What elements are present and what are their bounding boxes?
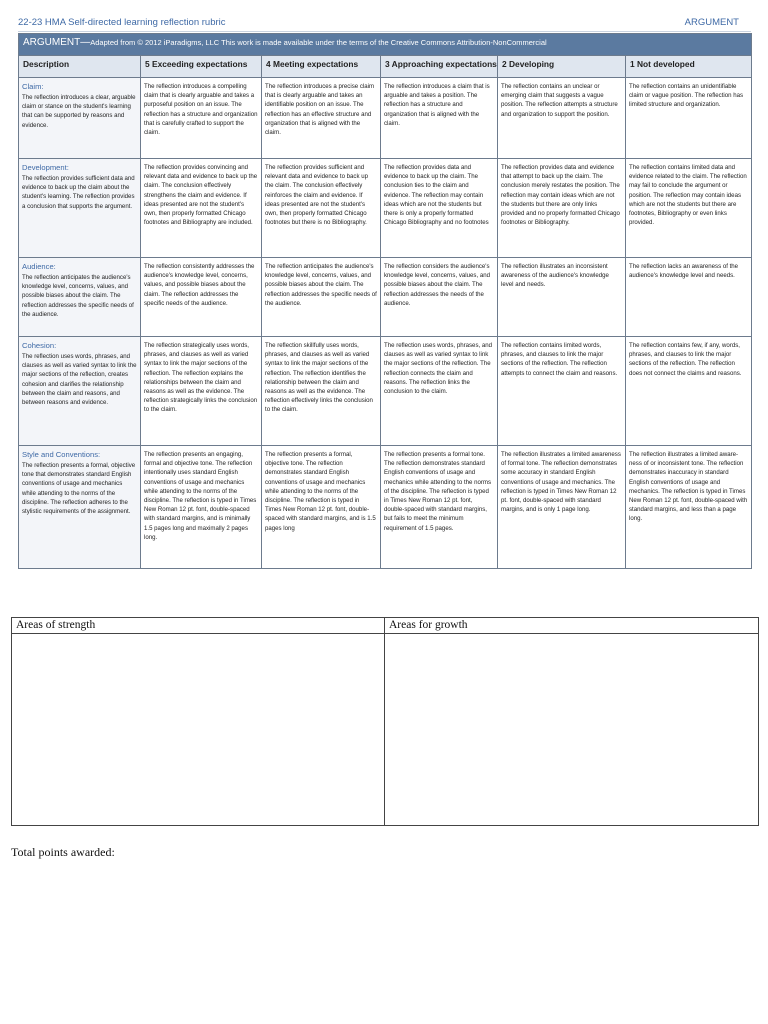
criterion-name: Style and Conventions:: [22, 450, 101, 459]
column-header: 3 Approaching expectations: [381, 56, 498, 78]
rubric-cell: The reflection contains limited words, phrases, and clauses to link the major sections of the reflection. The reflection attempts to connect the claim and reasons.: [498, 337, 626, 446]
rubric-cell: The reflection contains few, if any, words, phrases, and clauses to link the major sections of the reflection. The reflection does not connect the claims and reasons.: [626, 337, 752, 446]
rubric-cell: The reflection introduces a claim that is arguable and takes a position. The reflection has a structure and organization that is aligned with the claim.: [381, 78, 498, 159]
rubric-cell: The reflection provides sufficient and relevant data and evidence to back up the claim. The conclusion effectively reinforces the claim and evidence. If ideas presented are not the student's own, then properly formatted Chicago footnotes but there is no Bibliography.: [262, 159, 381, 258]
criterion-cell: [19, 446, 141, 569]
rubric-cell: The reflection consistently addresses the audience's knowledge level, concerns, values, and possible biases about the claim. The reflection addresses the specific needs of the audience.: [141, 258, 262, 337]
column-header-row: [19, 56, 752, 78]
rubric-cell: The reflection contains limited data and evidence related to the claim. The reflection may fail to conclude the argument or position. The reflection may contain ideas which are not the students but there are footnotes, Bibliography or even links provided.: [626, 159, 752, 258]
column-header: 2 Developing: [498, 56, 626, 78]
rubric-cell: The reflection contains an unclear or emerging claim that suggests a vague position. The reflection attempts a structure and organization to support the position.: [498, 78, 626, 159]
rubric-cell: The reflection illustrates a limited awareness of formal tone. The reflection demonstrates some accuracy in standard English conventions of usage and mechanics. The reflection is typed in Times New Roman 12 pt. font, double-spaced with standard margins, and is only 1 page long.: [498, 446, 626, 569]
criterion-name: Audience:: [22, 262, 56, 271]
rubric-table: [18, 33, 752, 569]
rubric-cell: The reflection illustrates an inconsistent awareness of the audience's knowledge level and needs.: [498, 258, 626, 337]
criterion-name: Claim:: [22, 82, 44, 91]
criterion-name: Development:: [22, 163, 69, 172]
criterion-name: Cohesion:: [22, 341, 57, 350]
rubric-cell: The reflection provides data and evidence to back up the claim. The conclusion ties to the claim and evidence. The reflection may contain ideas which are not the students but there is only a properly formatted Chicago Bibliography and no footnotes: [381, 159, 498, 258]
criterion-cell: [19, 337, 141, 446]
rubric-cell: The reflection lacks an awareness of the audience's knowledge level and needs.: [626, 258, 752, 337]
page-header: [18, 17, 751, 31]
rubric-cell: The reflection illustrates a limited aware- ness of or inconsistent tone. The reflection demonstrates inaccuracy in standard English conventions of usage and mechanics. The reflection is typed in Times New Roman 12 pt. font, double-spaced with standard margins, and less than a page long.: [626, 446, 752, 569]
criterion-description: The reflection anticipates the audience's knowledge level, concerns, values, and possible biases about the claim. The reflection addresses the specific needs of the audience.: [22, 274, 134, 318]
document-title: 22-23 HMA Self-directed learning reflection rubric: [18, 17, 226, 28]
rubric-cell: The reflection provides convincing and relevant data and evidence to back up the claim. The conclusion effectively strengthens the claim and evidence. If ideas presented are not the student's own, then properly formatted Chicago footnotes and Bibliography are included.: [141, 159, 262, 258]
rubric-cell: The reflection presents a formal, objective tone. The reflection demonstrates standard English conventions of usage and mechanics while attending to the norms of the discipline. The reflection is typed in Times New Roman 12 pt. font, double-spaced with standard margins, and is 1.5 pages long: [262, 446, 381, 569]
rubric-cell: The reflection uses words, phrases, and clauses as well as varied syntax to link the major sections of the reflection. The reflection connects the claim and reasons. The reflection links the conclusion to the claim.: [381, 337, 498, 446]
criterion-description: The reflection presents a formal, objective tone that demonstrates standard English conventions of usage and mechanics while attending to the norms of the discipline. The reflection adheres to the stylistic requirements of the assignment.: [22, 462, 136, 516]
rubric-cell: The reflection anticipates the audience's knowledge level, concerns, values, and possible biases about the claim. The reflection addresses the specific needs of the audience.: [262, 258, 381, 337]
rubric-cell: The reflection presents an engaging, formal and objective tone. The reflection intentionally uses standard English conventions of usage and mechanics while attending to the norms of the discipline. The reflection is typed in Times New Roman 12 pt. font, double-spaced with standard margins, and is minimally 1.5 pages long and maximally 2 pages long.: [141, 446, 262, 569]
banner-title: ARGUMENT—: [23, 37, 91, 48]
banner-row: [19, 34, 752, 56]
feedback-areas-table: [11, 617, 759, 826]
rubric-cell: The reflection provides data and evidence that attempt to back up the claim. The conclusion merely restates the position. The reflection may contain ideas which are not the students but there are only links provided and no properly formatted Chicago footnotes or Bibliography.: [498, 159, 626, 258]
criterion-cell: [19, 258, 141, 337]
table-row: [19, 159, 752, 258]
criterion-cell: [19, 159, 141, 258]
growth-area[interactable]: [384, 618, 758, 825]
banner-cell: [19, 34, 752, 56]
strength-label: Areas of strength: [12, 618, 384, 634]
rubric-cell: The reflection considers the audience's knowledge level, concerns, values, and possible biases about the claim. The reflection addresses the needs of the audience.: [381, 258, 498, 337]
criterion-description: The reflection uses words, phrases, and clauses as well as varied syntax to link the major sections of the reflection, creates cohesion and clarifies the relationship between the claim and reasons, and between reasons and evidence.: [22, 353, 137, 407]
strength-area[interactable]: [12, 618, 384, 825]
table-row: [19, 446, 752, 569]
rubric-cell: The reflection introduces a precise claim that is clearly arguable and takes an identifiable position on an issue. The reflection has an effective structure and organization that is aligned with the claim.: [262, 78, 381, 159]
table-row: [19, 258, 752, 337]
rubric-cell: The reflection contains an unidentifiable claim or vague position. The reflection has limited structure and organization.: [626, 78, 752, 159]
rubric-cell: The reflection skillfully uses words, phrases, and clauses as well as varied syntax to link the major sections of the reflection. The reflection identifies the relationship between the claim and reasons as well as the evidence. The reflection effectively links the conclusion to the claim.: [262, 337, 381, 446]
growth-label: Areas for growth: [385, 618, 758, 634]
banner-text: Adapted from © 2012 iParadigms, LLC This work is made available under the terms of the Creative Commons Attribution-NonCommercial: [90, 38, 547, 47]
document-tag: ARGUMENT: [684, 17, 739, 28]
column-header: 5 Exceeding expectations: [141, 56, 262, 78]
table-row: [19, 78, 752, 159]
criterion-cell: [19, 78, 141, 159]
table-row: [19, 337, 752, 446]
rubric-cell: The reflection introduces a compelling claim that is clearly arguable and takes a purposeful position on an issue. The reflection has a structure and organization that is carefully crafted to support the claim.: [141, 78, 262, 159]
criterion-description: The reflection provides sufficient data and evidence to back up the claim about the student's learning. The reflection provides a conclusion that supports the argument.: [22, 175, 135, 210]
header-divider: [18, 31, 751, 32]
column-header: Description: [19, 56, 141, 78]
criterion-description: The reflection introduces a clear, arguable claim or stance on the student's learning that can be supported by reasons and evidence.: [22, 94, 136, 129]
column-header: 4 Meeting expectations: [262, 56, 381, 78]
rubric-cell: The reflection strategically uses words, phrases, and clauses as well as varied syntax to link the major sections of the reflection. The reflection explains the relationships between the claim and reasons as well as the evidence. The reflection strategically links the conclusion to the claim.: [141, 337, 262, 446]
column-header: 1 Not developed: [626, 56, 752, 78]
total-points-label: Total points awarded:: [11, 845, 115, 859]
rubric-cell: The reflection presents a formal tone. The reflection demonstrates standard English conventions of usage and mechanics while attending to the norms of the discipline. The reflection is typed in Times New Roman 12 pt. font, double-spaced with standard margins, but fails to meet the minimum requirement of 1.5 pages.: [381, 446, 498, 569]
